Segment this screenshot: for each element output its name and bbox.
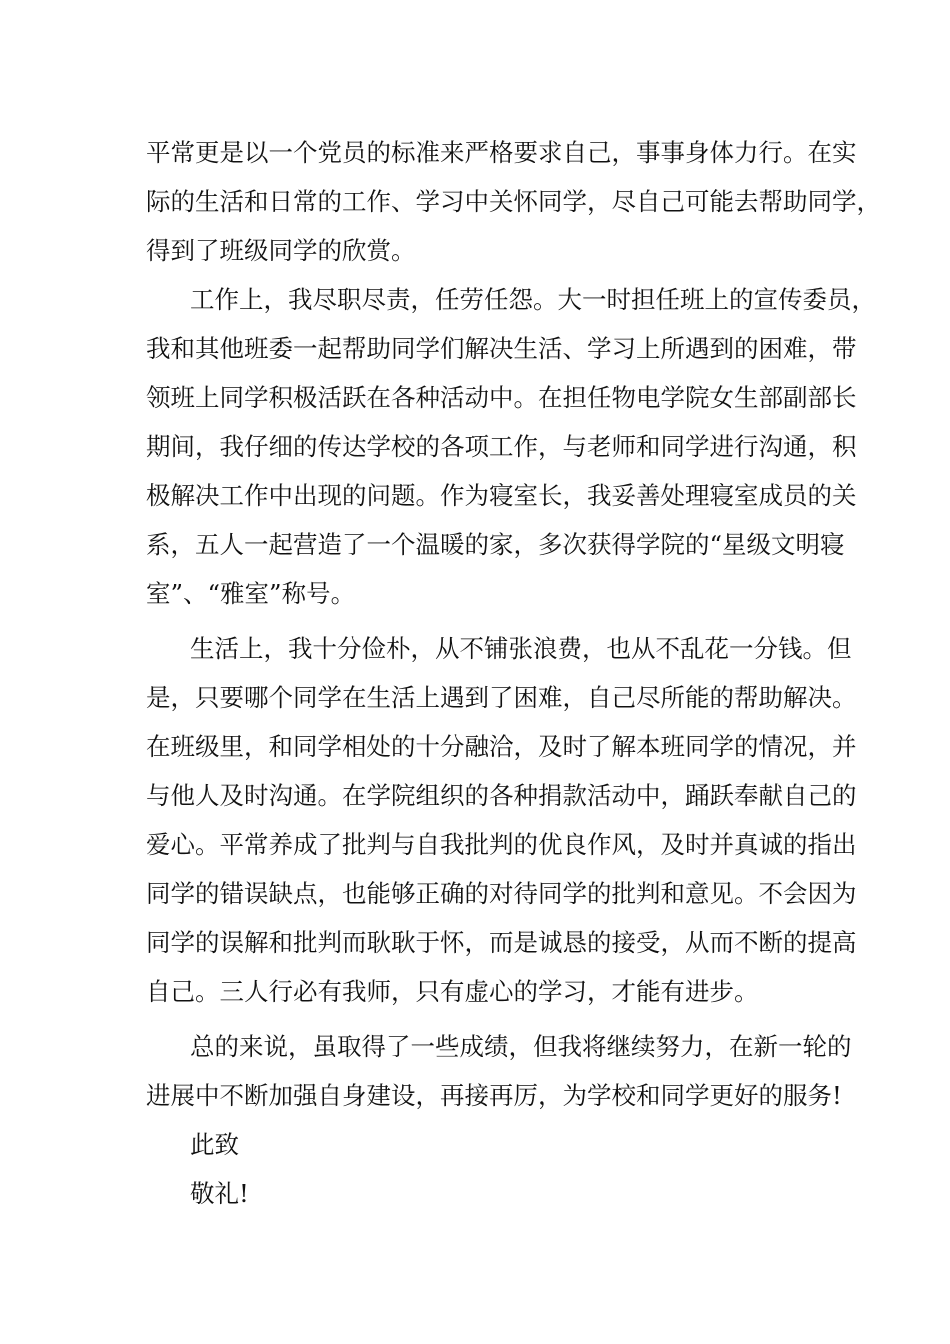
text-line: 与他人及时沟通。在学院组织的各种捐款活动中，踊跃奉献自己的 [146,781,857,810]
text-line: 在班级里，和同学相处的十分融洽，及时了解本班同学的情况，并 [146,732,857,761]
closing-line: 敬礼! [190,1179,249,1208]
text-line: 我和其他班委一起帮助同学们解决生活、学习上所遇到的困难，带 [146,334,857,363]
text-line: 同学的误解和批判而耿耿于怀，而是诚恳的接受，从而不断的提高 [146,928,857,957]
text-line: 工作上，我尽职尽责，任劳任怨。大一时担任班上的宣传委员， [190,285,876,314]
text-line: 同学的错误缺点，也能够正确的对待同学的批判和意见。不会因为 [146,879,857,908]
text-line: 际的生活和日常的工作、学习中关怀同学，尽自己可能去帮助同学， [146,187,881,216]
text-line: 是，只要哪个同学在生活上遇到了困难，自己尽所能的帮助解决。 [146,683,857,712]
text-line: 平常更是以一个党员的标准来严格要求自己，事事身体力行。在实 [146,138,857,167]
text-line: 生活上，我十分俭朴，从不铺张浪费，也从不乱花一分钱。但 [190,634,852,663]
text-line: 系，五人一起营造了一个温暖的家，多次获得学院的“星级文明寝 [146,530,845,559]
text-line: 室”、“雅室”称号。 [146,579,356,608]
text-line: 爱心。平常养成了批判与自我批判的优良作风，及时并真诚的指出 [146,830,857,859]
text-line: 进展中不断加强自身建设，再接再厉，为学校和同学更好的服务! [146,1081,842,1110]
text-line: 得到了班级同学的欣赏。 [146,236,416,265]
text-line: 期间，我仔细的传达学校的各项工作，与老师和同学进行沟通，积 [146,432,857,461]
closing-line: 此致 [190,1130,239,1159]
text-line: 自己。三人行必有我师，只有虚心的学习，才能有进步。 [146,977,759,1006]
text-line: 领班上同学积极活跃在各种活动中。在担任物电学院女生部副部长 [146,383,857,412]
text-line: 极解决工作中出现的问题。作为寝室长，我妥善处理寝室成员的关 [146,481,857,510]
text-line: 总的来说，虽取得了一些成绩，但我将继续努力，在新一轮的 [190,1032,852,1061]
